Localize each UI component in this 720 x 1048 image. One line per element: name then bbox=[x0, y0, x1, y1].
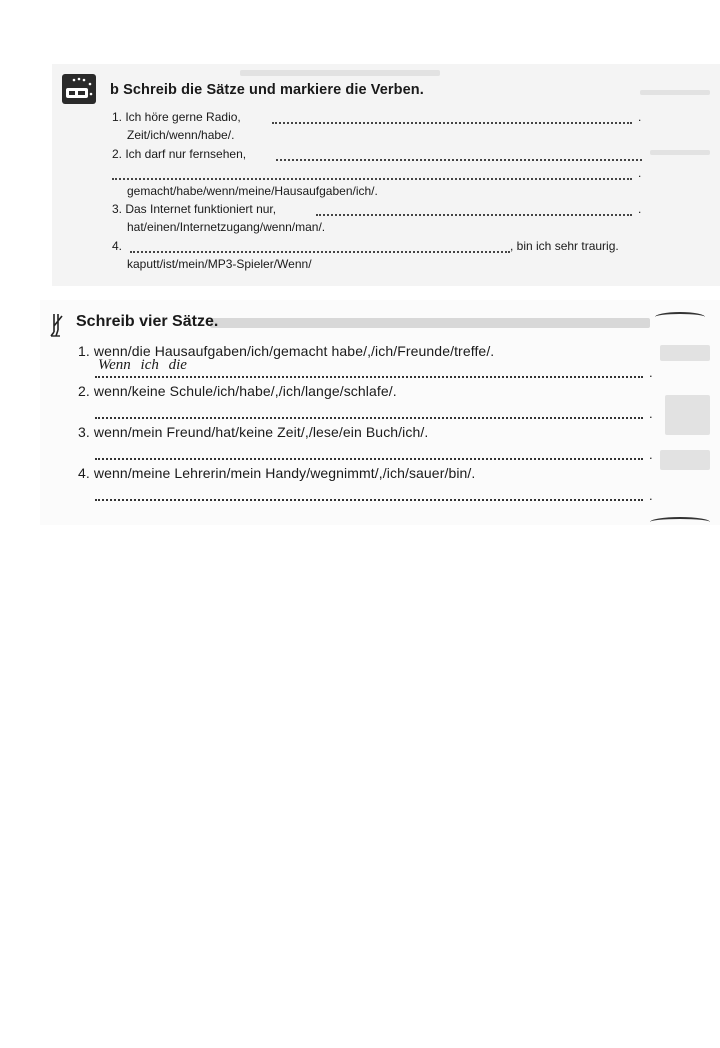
page-edge-mark bbox=[650, 517, 710, 527]
task-b4-number: 4. bbox=[112, 239, 123, 253]
period: . bbox=[638, 110, 642, 124]
answer-line[interactable] bbox=[95, 487, 643, 501]
answer-line[interactable] bbox=[276, 147, 642, 161]
bleed-through bbox=[665, 395, 710, 435]
page-edge-mark bbox=[655, 312, 705, 322]
task-1-prompt: 1. wenn/die Hausaufgaben/ich/gemacht habe/,/ich/Freunde/treffe/. bbox=[78, 343, 495, 359]
period: . bbox=[649, 447, 653, 462]
task-3-prompt: 3. wenn/mein Freund/hat/keine Zeit/,/lese/ein Buch/ich/. bbox=[78, 424, 429, 440]
bleed-through bbox=[240, 70, 440, 76]
period: . bbox=[649, 406, 653, 421]
bleed-through bbox=[640, 90, 710, 95]
answer-line[interactable] bbox=[316, 202, 632, 216]
section-2-title: Schreib vier Sätze. bbox=[76, 313, 219, 330]
answer-line[interactable] bbox=[95, 446, 643, 460]
section-b-title: b Schreib die Sätze und markiere die Verben. bbox=[110, 82, 424, 98]
task-b2-hint: gemacht/habe/wenn/meine/Hausaufgaben/ich/. bbox=[127, 184, 378, 198]
period: . bbox=[649, 488, 653, 503]
bleed-through bbox=[660, 450, 710, 470]
handwritten-answer: Wenn ich die bbox=[98, 357, 187, 373]
task-b4-hint: kaputt/ist/mein/MP3-Spieler/Wenn/ bbox=[127, 257, 312, 271]
period: . bbox=[638, 166, 642, 180]
task-b1-text: 1. Ich höre gerne Radio, bbox=[112, 110, 241, 124]
task-4-prompt: 4. wenn/meine Lehrerin/mein Handy/wegnimmt/,/ich/sauer/bin/. bbox=[78, 465, 476, 481]
task-2-prompt: 2. wenn/keine Schule/ich/habe/,/ich/lange/schlafe/. bbox=[78, 383, 397, 399]
bleed-through bbox=[210, 318, 650, 328]
writing-pen-icon bbox=[48, 312, 70, 338]
answer-line[interactable] bbox=[130, 239, 510, 253]
period: . bbox=[649, 365, 653, 380]
bleed-through bbox=[660, 345, 710, 361]
answer-line[interactable] bbox=[272, 110, 632, 124]
task-b2-text: 2. Ich darf nur fernsehen, bbox=[112, 147, 247, 161]
answer-line[interactable] bbox=[95, 405, 643, 419]
task-b3-hint: hat/einen/Internetzugang/wenn/man/. bbox=[127, 220, 326, 234]
period: . bbox=[638, 202, 642, 216]
answer-line[interactable] bbox=[95, 364, 643, 378]
listening-icon bbox=[62, 74, 96, 104]
answer-line[interactable] bbox=[112, 166, 632, 180]
task-b3-text: 3. Das Internet funktioniert nur, bbox=[112, 202, 277, 216]
task-b1-hint: Zeit/ich/wenn/habe/. bbox=[127, 128, 235, 142]
bleed-through bbox=[650, 150, 710, 155]
task-b4-tail: , bin ich sehr traurig. bbox=[510, 239, 619, 253]
